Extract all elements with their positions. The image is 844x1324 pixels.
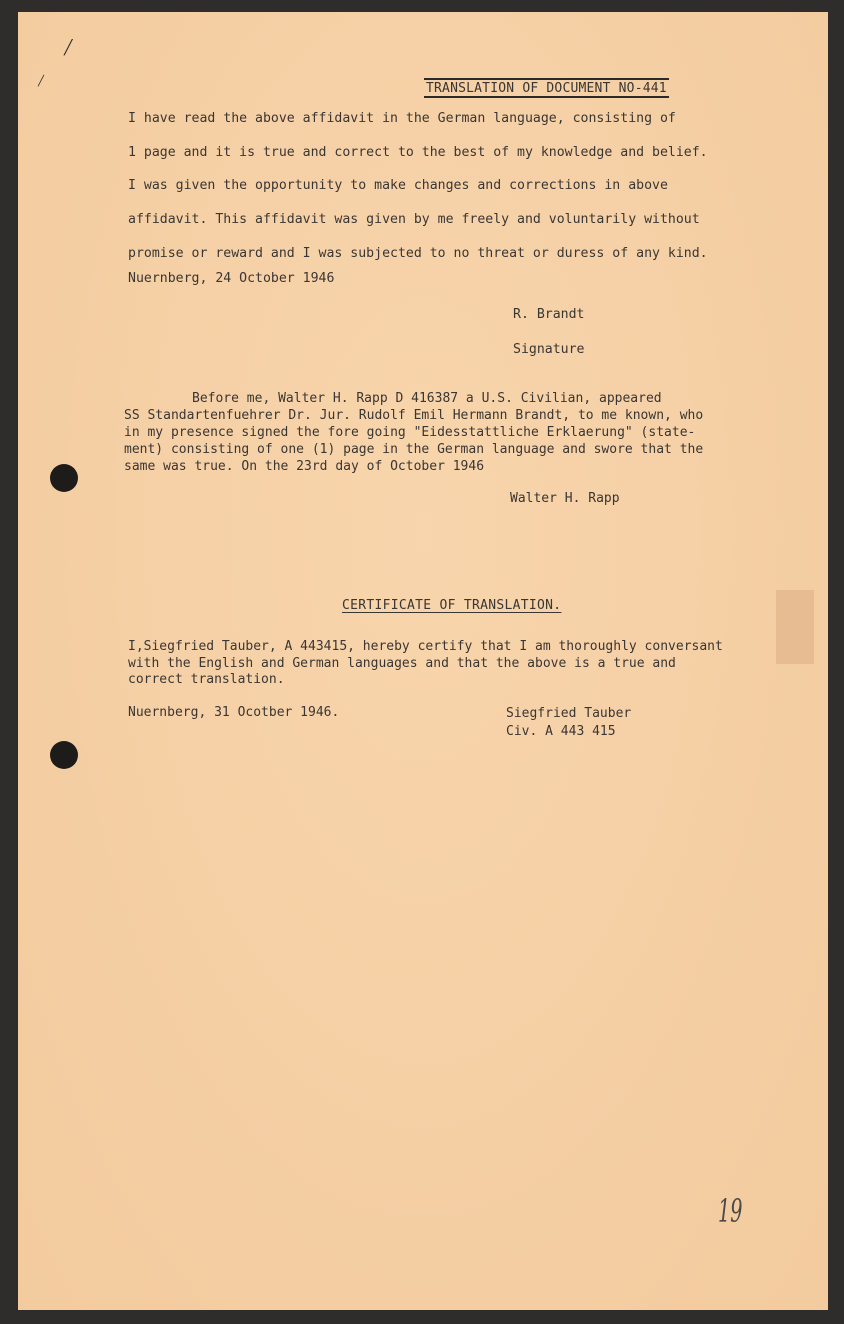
certificate-line: correct translation. bbox=[128, 672, 285, 687]
signature-tauber: Siegfried Tauber bbox=[506, 706, 632, 721]
certificate-line: with the English and German languages and that the above is a true and bbox=[128, 655, 676, 671]
document-page bbox=[18, 12, 828, 1310]
page-number: 19 bbox=[718, 1192, 743, 1230]
statement-line: 1 page and it is true and correct to the best of my knowledge and belief. bbox=[128, 144, 708, 160]
place-date: Nuernberg, 24 October 1946 bbox=[128, 271, 335, 286]
oath-line: ment) consisting of one (1) page in the German language and swore that the bbox=[124, 442, 704, 457]
signature-rapp: Walter H. Rapp bbox=[510, 491, 620, 506]
tick-mark-icon: ╱ bbox=[64, 40, 73, 56]
oath-line: same was true. On the 23rd day of October 1946 bbox=[124, 459, 485, 474]
punch-hole-icon bbox=[50, 464, 78, 492]
punch-hole-icon bbox=[50, 741, 78, 769]
certificate-paragraph bbox=[128, 639, 723, 689]
certificate-title: CERTIFICATE OF TRANSLATION. bbox=[342, 598, 562, 613]
oath-line: SS Standartenfuehrer Dr. Jur. Rudolf Emil Hermann Brandt, to me known, who bbox=[124, 408, 704, 423]
statement-line: promise or reward and I was subjected to no threat or duress of any kind. bbox=[128, 245, 708, 261]
statement-line: I have read the above affidavit in the German language, consisting of bbox=[128, 111, 676, 126]
affidavit-statement bbox=[128, 102, 708, 271]
signature-tauber-id: Civ. A 443 415 bbox=[506, 724, 616, 739]
tick-mark-icon: ╱ bbox=[38, 76, 45, 87]
signature-brandt: R. Brandt bbox=[513, 307, 585, 322]
oath-paragraph bbox=[124, 390, 703, 475]
signature-tauber-block bbox=[506, 705, 631, 741]
oath-line: in my presence signed the fore going "Eidesstattliche Erklaerung" (state- bbox=[124, 425, 696, 440]
statement-line: affidavit. This affidavit was given by me freely and voluntarily without bbox=[128, 212, 700, 228]
document-header: TRANSLATION OF DOCUMENT NO-441 bbox=[424, 78, 669, 98]
certificate-place-date: Nuernberg, 31 Ocotber 1946. bbox=[128, 705, 340, 720]
statement-line: I was given the opportunity to make changes and corrections in above bbox=[128, 178, 668, 194]
paper-tab-mark bbox=[776, 590, 814, 664]
certificate-line: I,Siegfried Tauber, A 443415, hereby certify that I am thoroughly conversant bbox=[128, 639, 723, 654]
oath-line: Before me, Walter H. Rapp D 416387 a U.S. Civilian, appeared bbox=[192, 391, 662, 406]
signature-label: Signature bbox=[513, 342, 585, 357]
